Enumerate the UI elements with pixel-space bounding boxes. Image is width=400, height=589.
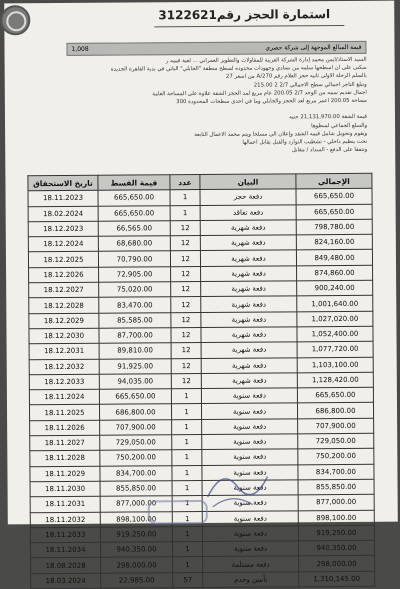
- table-row: [31, 571, 375, 589]
- column-header-description: البيان: [200, 174, 296, 190]
- due-date-cell: 18.12.2027: [29, 282, 99, 298]
- installment-cell: 89,810.00: [99, 343, 171, 359]
- due-date-cell: 18.12.2026: [29, 267, 99, 283]
- total-cell: 798,780.00: [296, 219, 372, 235]
- info-line: قيمة الشقة 21,131,970.00 جنيه: [289, 114, 368, 121]
- installment-cell: 898,100.00: [100, 511, 172, 527]
- description-cell: دفعة سنوية: [202, 449, 298, 465]
- count-cell: 1: [170, 205, 200, 221]
- total-cell: 874,860.00: [297, 265, 373, 281]
- total-cell: 824,160.00: [296, 234, 372, 250]
- due-date-cell: 18.12.2031: [29, 343, 99, 359]
- due-date-cell: 18.02.2024: [28, 206, 98, 222]
- due-date-cell: 18.11.2034: [30, 542, 100, 558]
- description-cell: دفعة شهرية: [201, 312, 297, 328]
- title-underline: [154, 25, 344, 27]
- column-header-due-date: تاريخ الاستحقاق: [28, 175, 98, 191]
- count-cell: 12: [170, 220, 200, 236]
- due-date-cell: 18.12.2028: [29, 298, 99, 314]
- installment-cell: 94,035.00: [99, 374, 171, 390]
- description-cell: دفعة شهرية: [201, 373, 297, 389]
- installment-cell: 68,680.00: [98, 236, 170, 252]
- total-cell: 940,350.00: [298, 540, 374, 556]
- due-date-cell: 18.11.2026: [30, 420, 100, 436]
- due-date-cell: 18.12.2029: [29, 313, 99, 329]
- info-line: سكنى على ان اسطحها سلمه من نسادي وجهودات محدوده لسطح منطقة "الجابلي" الباني في بدية القاهرة الجديدة: [110, 65, 367, 73]
- installment-cell: 75,020.00: [99, 282, 171, 298]
- count-cell: 12: [170, 251, 200, 267]
- due-date-cell: 18.11.2031: [30, 496, 100, 512]
- company-logo: [0, 5, 30, 35]
- info-line: وتبلغ التاجر اجمالي سطح الاجمالي 2/7 2 215.00: [253, 81, 367, 89]
- due-date-cell: 18.12.2033: [29, 374, 99, 390]
- description-cell: دفعة شهرية: [201, 281, 297, 297]
- count-cell: 1: [172, 419, 202, 435]
- total-cell: 1,001,640.00: [297, 296, 373, 312]
- description-cell: دفعة سنوية: [202, 526, 298, 542]
- description-cell: دفعة سنوية: [201, 388, 297, 404]
- installment-cell: 665,650.00: [98, 205, 170, 221]
- description-cell: دفعة شهرية: [201, 266, 297, 282]
- installment-cell: 22,985.00: [101, 572, 173, 588]
- description-cell: دفعة مستلمة: [203, 556, 299, 572]
- installment-cell: 940,350.00: [100, 542, 172, 558]
- due-date-cell: 18.11.2025: [29, 405, 99, 421]
- description-cell: دفعة سنوية: [202, 419, 298, 435]
- due-date-cell: 18.12.2030: [29, 328, 99, 344]
- installment-cell: 834,700.00: [100, 465, 172, 481]
- total-cell: 877,000.00: [298, 495, 374, 511]
- total-cell: 1,052,400.00: [297, 326, 373, 342]
- due-date-cell: 18.11.2030: [30, 481, 100, 497]
- header-label: قيمة المبالغ الموجهة إلى شركة حصري: [265, 43, 362, 52]
- installment-cell: 87,700.00: [99, 328, 171, 344]
- installment-cell: 66,565.00: [98, 221, 170, 237]
- total-cell: 750,200.00: [298, 449, 374, 465]
- official-stamp: [148, 500, 208, 524]
- total-cell: 849,480.00: [296, 250, 372, 266]
- installment-cell: 91,925.00: [99, 358, 171, 374]
- installment-cell: 707,900.00: [100, 419, 172, 435]
- due-date-cell: 18.11.2024: [29, 389, 99, 405]
- installment-cell: 750,200.00: [100, 450, 172, 466]
- due-date-cell: 18.03.2024: [31, 573, 101, 589]
- total-cell: 834,700.00: [298, 464, 374, 480]
- installment-cell: 665,650.00: [98, 190, 170, 206]
- description-cell: دفعة شهرية: [201, 327, 297, 343]
- description-cell: دفعة تعاقد: [200, 204, 296, 220]
- count-cell: 12: [171, 343, 201, 359]
- total-cell: 1,077,720.00: [297, 342, 373, 358]
- description-cell: دفعة حجز: [200, 189, 296, 205]
- due-date-cell: 18.12.2023: [28, 221, 98, 237]
- description-cell: دفعة شهرية: [200, 250, 296, 266]
- info-line: ويقوم وتحويل شامل قيمه الشقد وإعلان الي مسلحا ويتم محمد الاعمال التابعة: [194, 130, 368, 138]
- installment-cell: 85,585.00: [99, 312, 171, 328]
- total-cell: 686,800.00: [297, 403, 373, 419]
- description-cell: دفعة شهرية: [200, 220, 296, 236]
- total-cell: 707,900.00: [298, 418, 374, 434]
- installment-cell: 665,650.00: [99, 389, 171, 405]
- due-date-cell: 18.08.2028: [31, 558, 101, 574]
- total-cell: 665,650.00: [297, 387, 373, 403]
- contract-info-block: [67, 56, 368, 157]
- installment-cell: 72,905.00: [99, 266, 171, 282]
- reservation-form-paper: [4, 1, 398, 585]
- total-cell: 855,850.00: [298, 479, 374, 495]
- total-cell: 298,000.00: [299, 556, 375, 572]
- installment-cell: 919,250.00: [100, 527, 172, 543]
- installment-cell: 729,050.00: [100, 435, 172, 451]
- total-cell: 1,310,145.00: [299, 571, 375, 587]
- column-header-count: عدد: [170, 175, 200, 191]
- header-summary-bar: [66, 41, 366, 56]
- total-cell: 1,128,420.00: [297, 372, 373, 388]
- count-cell: 57: [173, 572, 203, 588]
- info-line: والسلع الجماعي لسطوها: [311, 122, 368, 129]
- installment-cell: 70,790.00: [98, 251, 170, 267]
- count-cell: 12: [171, 312, 201, 328]
- description-cell: تأمين وخدم: [203, 572, 299, 588]
- count-cell: 12: [170, 236, 200, 252]
- info-line: تحت ينظيم داخلي - تشطيب التوارد والقبل يقابل اعمالها: [242, 138, 368, 146]
- column-header-total: الإجمالي: [296, 173, 372, 189]
- count-cell: 1: [170, 190, 200, 206]
- count-cell: 12: [171, 373, 201, 389]
- count-cell: 1: [172, 450, 202, 466]
- description-cell: دفعة سنوية: [202, 434, 298, 450]
- total-cell: 665,650.00: [296, 204, 372, 220]
- due-date-cell: 18.12.2032: [29, 359, 99, 375]
- count-cell: 12: [171, 266, 201, 282]
- description-cell: دفعة شهرية: [200, 235, 296, 251]
- count-cell: 1: [172, 465, 202, 481]
- description-cell: دفعة سنوية: [202, 510, 298, 526]
- payment-rows: [28, 189, 375, 589]
- payment-schedule-table: [27, 173, 375, 589]
- info-line: السيد الاستاذ/ايمن محمد إدارة الشركة العربية للمقاولات والتطوير العمراني ... لعية فيمه ر: [165, 56, 367, 65]
- description-cell: دفعة سنوية: [202, 464, 298, 480]
- count-cell: 12: [171, 297, 201, 313]
- info-line: مساحة 200.05 اعمر مربع لعد الحجز والجابلي وما في احدى سطحات المحدودة 300: [176, 97, 367, 106]
- total-cell: 898,100.00: [298, 510, 374, 526]
- handwritten-annotation: [197, 456, 277, 517]
- installment-cell: 83,470.00: [99, 297, 171, 313]
- due-date-cell: 18.12.2025: [28, 252, 98, 268]
- count-cell: 12: [171, 282, 201, 298]
- total-cell: 1,027,020.00: [297, 311, 373, 327]
- description-cell: دفعة شهرية: [201, 357, 297, 373]
- info-line: وتتفقا على الدفع - السداد / مقابل: [291, 147, 368, 154]
- column-header-installment: قيمة القسط: [98, 175, 170, 191]
- total-cell: 900,240.00: [297, 280, 373, 296]
- count-cell: 1: [172, 511, 202, 527]
- due-date-cell: 18.11.2023: [28, 191, 98, 207]
- count-cell: 1: [173, 557, 203, 573]
- description-cell: دفعة سنوية: [202, 480, 298, 496]
- due-date-cell: 18.11.2027: [30, 435, 100, 451]
- count-cell: 12: [171, 358, 201, 374]
- installment-cell: 298,000.00: [101, 557, 173, 573]
- description-cell: دفعة شهرية: [201, 342, 297, 358]
- count-cell: 1: [172, 526, 202, 542]
- description-cell: دفعة شهرية: [201, 296, 297, 312]
- description-cell: دفعة سنوية: [202, 495, 298, 511]
- due-date-cell: 18.12.2024: [28, 236, 98, 252]
- total-cell: 1,103,100.00: [297, 357, 373, 373]
- count-cell: 1: [171, 389, 201, 405]
- total-cell: 919,250.00: [298, 525, 374, 541]
- count-cell: 1: [172, 496, 202, 512]
- due-date-cell: 18.11.2029: [30, 466, 100, 482]
- header-value: 1,008: [71, 45, 89, 53]
- count-cell: 1: [171, 404, 201, 420]
- count-cell: 12: [171, 327, 201, 343]
- description-cell: دفعة سنوية: [202, 541, 298, 557]
- info-line: بالسلم الرحلة الاولى ثانيه حجز العلام رقم A/270 من اسعر 27: [225, 73, 367, 81]
- due-date-cell: 18.11.2032: [30, 512, 100, 528]
- total-cell: 665,650.00: [296, 189, 372, 205]
- count-cell: 1: [172, 542, 202, 558]
- count-cell: 1: [172, 480, 202, 496]
- installment-cell: 877,000.00: [100, 496, 172, 512]
- description-cell: دفعة سنوية: [201, 403, 297, 419]
- due-date-cell: 18.11.2033: [30, 527, 100, 543]
- page-title: استمارة الحجز رقم3122621: [158, 7, 331, 23]
- due-date-cell: 18.11.2028: [30, 451, 100, 467]
- total-cell: 729,050.00: [298, 433, 374, 449]
- info-line: اجمال تقديم سمه من الوجد 2/7 200.05 عام مربع لمد الحجز الشقة علاوة على المساحة العامة: [152, 89, 367, 98]
- installment-cell: 686,800.00: [99, 404, 171, 420]
- count-cell: 1: [172, 435, 202, 451]
- installment-cell: 855,850.00: [100, 481, 172, 497]
